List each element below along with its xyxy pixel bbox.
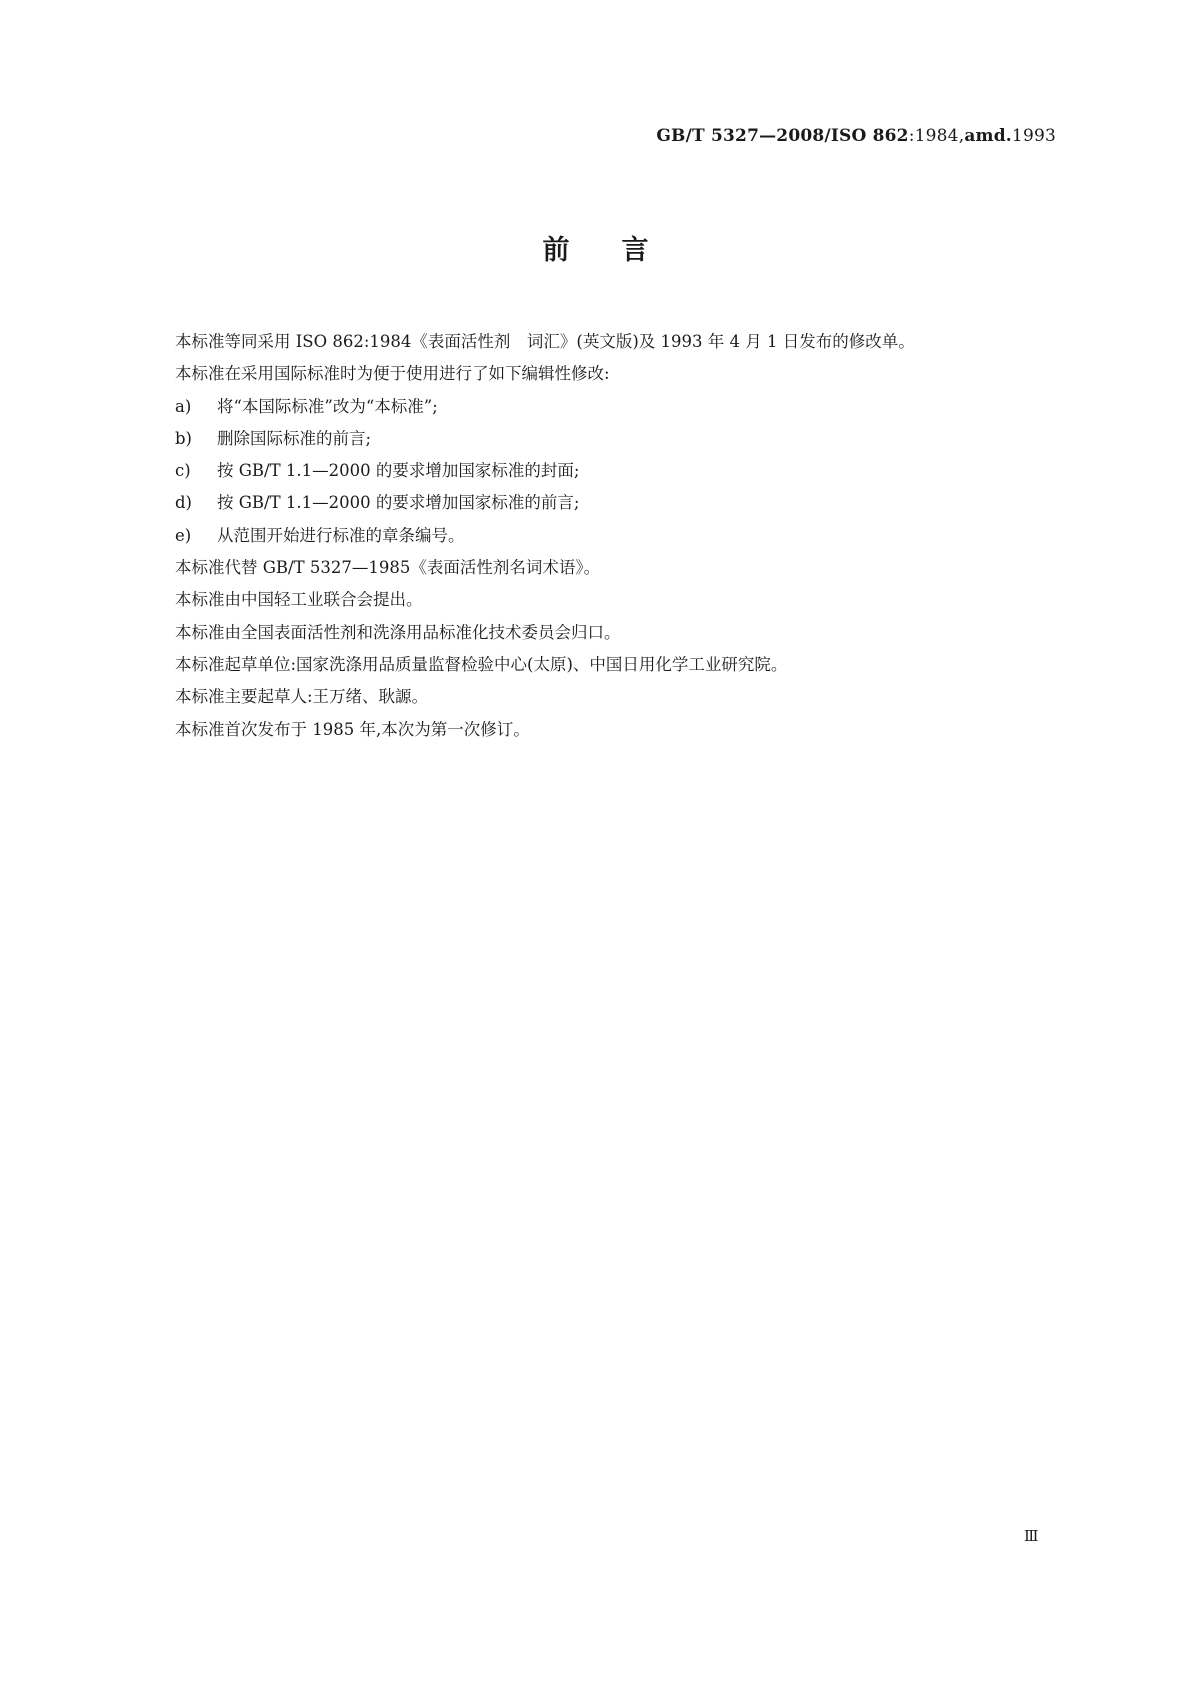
list-item (175, 391, 1075, 423)
list-item-text: 按 GB/T 1.1—2000 的要求增加国家标准的封面; (217, 461, 580, 481)
list-marker: c) (175, 461, 191, 481)
page-title: 前言 (542, 235, 701, 266)
list-marker: b) (175, 428, 192, 448)
list-marker: e) (175, 525, 192, 545)
list-marker: d) (175, 493, 192, 513)
list-item (175, 455, 1075, 487)
list-item-text: 从范围开始进行标准的章条编号。 (217, 525, 465, 545)
page-number: Ⅲ (1024, 1527, 1039, 1545)
standard-code: GB/T 5327—2008/ISO 862 (656, 126, 909, 146)
list-item-text: 将“本国际标准”改为“本标准”; (217, 396, 438, 416)
paragraph: 本标准首次发布于 1985 年,本次为第一次修订。 (175, 719, 530, 739)
iso-year: 1984 (914, 126, 959, 146)
amd-year: 1993 (1011, 126, 1056, 146)
paragraph: 本标准主要起草人:王万绪、耿謜。 (175, 687, 429, 707)
paragraph: 本标准起草单位:国家洗涤用品质量监督检验中心(太原)、中国日用化学工业研究院。 (175, 654, 788, 674)
list-item (175, 423, 1075, 455)
list-marker: a) (175, 396, 192, 416)
list-item-text: 按 GB/T 1.1—2000 的要求增加国家标准的前言; (217, 493, 580, 513)
foreword-body (175, 326, 1075, 746)
code-separator: : (908, 126, 915, 146)
paragraph: 本标准由全国表面活性剂和洗涤用品标准化技术委员会归口。 (175, 622, 621, 642)
paragraph: 本标准在采用国际标准时为便于使用进行了如下编辑性修改: (175, 364, 610, 384)
list-item (175, 487, 1075, 519)
list-item (175, 520, 1075, 552)
paragraph: 本标准代替 GB/T 5327—1985《表面活性剂名词术语》。 (175, 558, 601, 578)
list-item-text: 删除国际标准的前言; (217, 428, 372, 448)
document-header (656, 126, 1056, 146)
amd-label: amd. (964, 126, 1012, 146)
paragraph: 本标准由中国轻工业联合会提出。 (175, 590, 423, 610)
paragraph: 本标准等同采用 ISO 862:1984《表面活性剂 词汇》(英文版)及 1993 年 4 月 1 日发布的修改单。 (175, 332, 915, 351)
amd-separator: , (958, 126, 965, 146)
